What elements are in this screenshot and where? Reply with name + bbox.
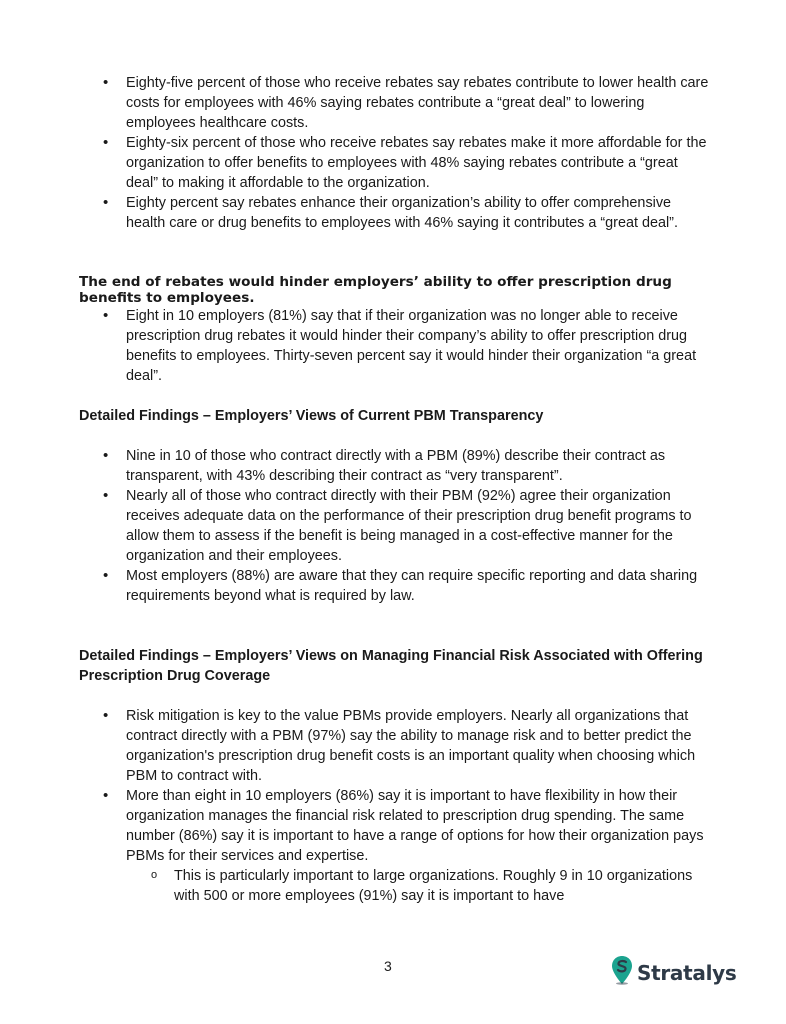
brand-logo — [611, 955, 736, 990]
list-item: • Nearly all of those who contract directly with their PBM (92%) agree their organization receives adequate data on the performance of their prescription drug benefit programs to allow them to assess if the benefit is being managed in a cost-effective manner for the organization and their employees. — [103, 486, 713, 566]
list-item: • More than eight in 10 employers (86%) say it is important to have flexibility in how their organization manages the financial risk related to prescription drug spending. The same number (86%) say it is important to have a range of options for how their organization pays PBMs for their services and expertise. — [103, 786, 713, 866]
list-item: • Eighty percent say rebates enhance their organization’s ability to offer comprehensive health care or drug benefits to employees with 46% saying it contributes a “great deal”. — [103, 193, 713, 233]
list-item: • Eight in 10 employers (81%) say that if their organization was no longer able to receive prescription drug rebates it would hinder their company’s ability to offer prescription drug benefits to employees. Thirty-seven percent say it would hinder their organization “a great deal”. — [103, 306, 713, 386]
list-item: • Eighty-five percent of those who receive rebates say rebates contribute to lower health care costs for employees with 46% saying rebates contribute a “great deal” to lowering employees healthcare costs. — [103, 73, 713, 133]
section-heading-financial-risk: Detailed Findings – Employers’ Views on Managing Financial Risk Associated with Offering Prescription Drug Coverage — [79, 648, 703, 684]
stratalys-pin-icon — [611, 955, 633, 990]
financial-risk-list — [103, 706, 713, 866]
list-item: • Most employers (88%) are aware that they can require specific reporting and data sharing requirements beyond what is required by law. — [103, 566, 713, 606]
brand-name: Stratalys — [637, 960, 737, 985]
page-number: 3 — [384, 958, 392, 974]
rebates-end-list — [103, 306, 713, 386]
transparency-list — [103, 446, 713, 606]
list-item: • Eighty-six percent of those who receive rebates say rebates make it more affordable for the organization to offer benefits to employees with 48% saying rebates contribute a “great deal” to making it affordable to the organization. — [103, 133, 713, 193]
list-item: • Risk mitigation is key to the value PBMs provide employers. Nearly all organizations that contract directly with a PBM (97%) say the ability to manage risk and to better predict the organization's prescription drug benefit costs is an important quality when choosing which PBM to contract with. — [103, 706, 713, 786]
sub-list-item: o This is particularly important to large organizations. Roughly 9 in 10 organizations with 500 or more employees (91%) say it is important to have — [151, 866, 711, 906]
section-heading-transparency: Detailed Findings – Employers’ Views of Current PBM Transparency — [79, 408, 544, 424]
list-item: • Nine in 10 of those who contract directly with a PBM (89%) describe their contract as transparent, with 43% describing their contract as “very transparent”. — [103, 446, 713, 486]
section-heading-rebates-end: The end of rebates would hinder employers’ ability to offer prescription drug benefits to employees. — [79, 274, 672, 306]
rebate-benefits-list — [103, 73, 713, 233]
financial-risk-sublist — [151, 866, 711, 906]
